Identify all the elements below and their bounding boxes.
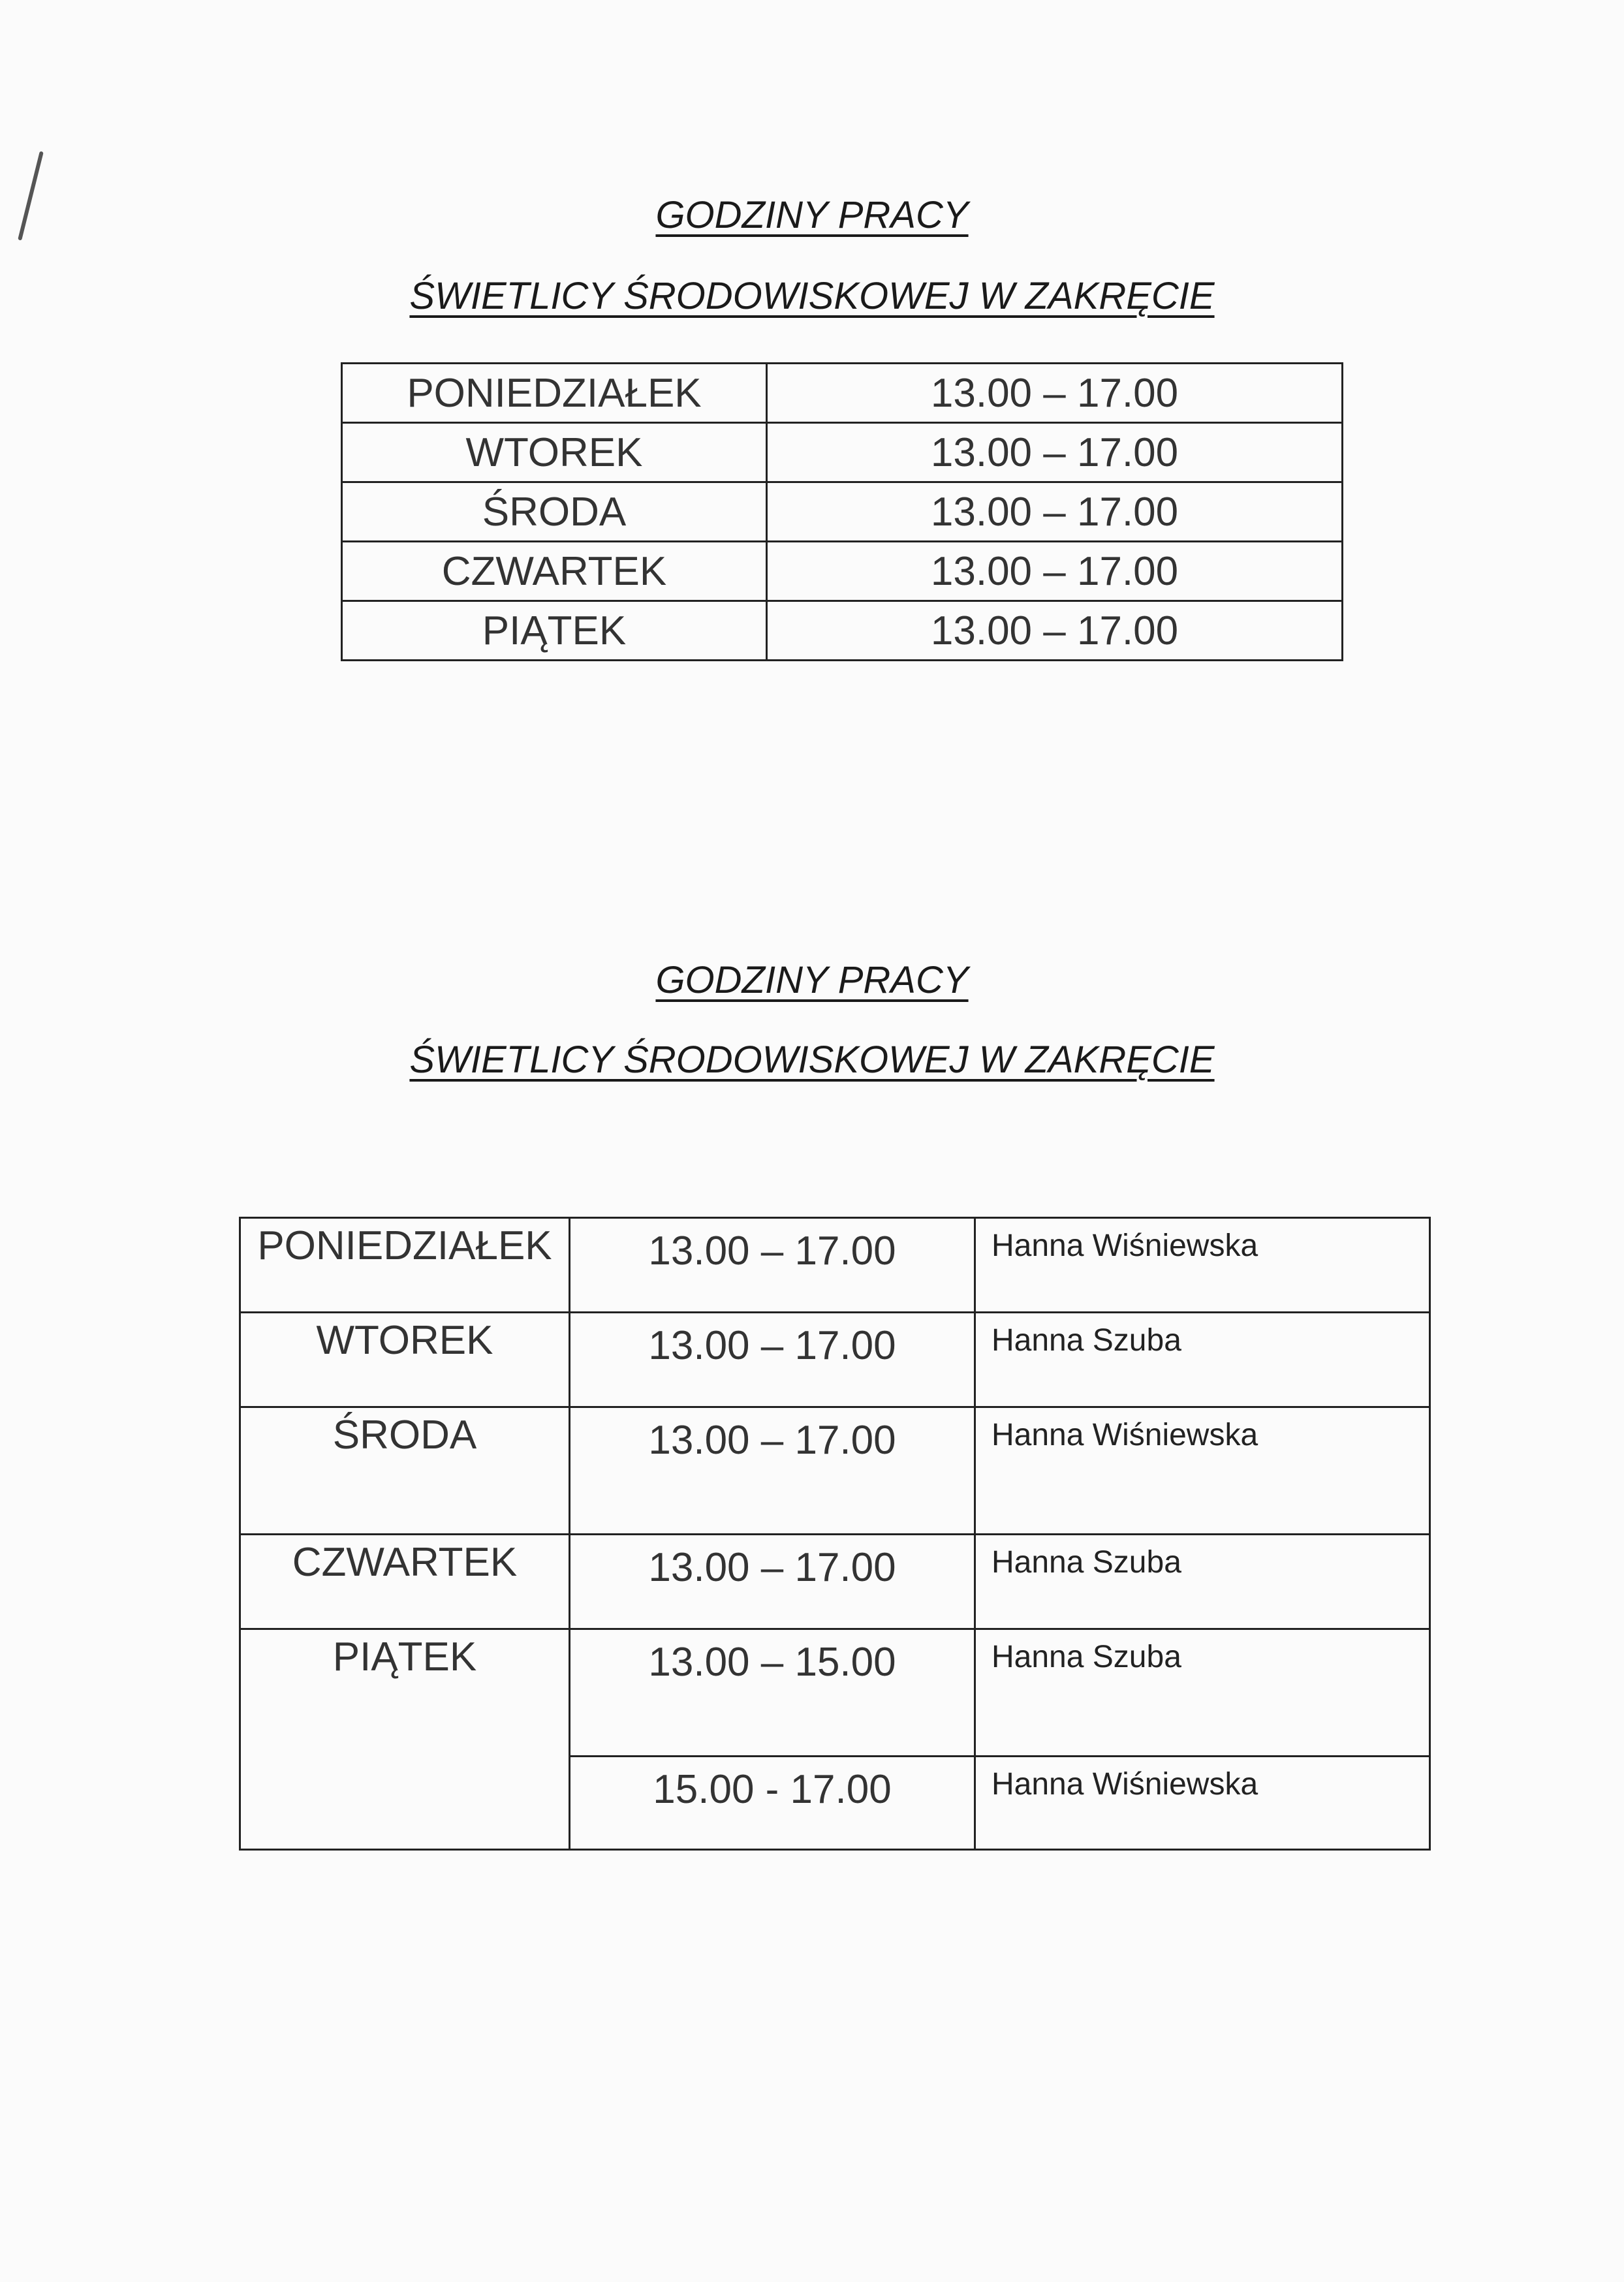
hours-cell: 13.00 – 17.00 <box>570 1407 975 1535</box>
section1-title: GODZINY PRACY <box>655 194 969 236</box>
hours-cell: 13.00 – 17.00 <box>570 1313 975 1407</box>
day-cell: PONIEDZIAŁEK <box>240 1218 570 1313</box>
hours-cell: 13.00 – 17.00 <box>570 1535 975 1629</box>
person-cell: Hanna Wiśniewska <box>975 1407 1430 1535</box>
hours-cell: 15.00 - 17.00 <box>570 1757 975 1850</box>
hours-cell: 13.00 – 17.00 <box>767 601 1343 661</box>
hours-cell: 13.00 – 17.00 <box>570 1218 975 1313</box>
day-cell: CZWARTEK <box>342 542 767 601</box>
table-row <box>342 542 1343 601</box>
table-row <box>240 1313 1430 1407</box>
person-cell: Hanna Szuba <box>975 1535 1430 1629</box>
schedule-table-1 <box>341 362 1343 661</box>
section1-subtitle: ŚWIETLICY ŚRODOWISKOWEJ W ZAKRĘCIE <box>409 275 1215 317</box>
person-cell: Hanna Wiśniewska <box>975 1218 1430 1313</box>
day-cell: PIĄTEK <box>240 1629 570 1850</box>
hours-cell: 13.00 – 17.00 <box>767 423 1343 482</box>
day-cell: PIĄTEK <box>342 601 767 661</box>
table-row <box>240 1535 1430 1629</box>
day-cell: ŚRODA <box>342 482 767 542</box>
hours-cell: 13.00 – 17.00 <box>767 482 1343 542</box>
table-row <box>342 601 1343 661</box>
table-row <box>240 1629 1430 1757</box>
day-cell: ŚRODA <box>240 1407 570 1535</box>
table-row <box>342 423 1343 482</box>
table-row <box>342 364 1343 423</box>
hours-cell: 13.00 – 15.00 <box>570 1629 975 1757</box>
person-cell: Hanna Wiśniewska <box>975 1757 1430 1850</box>
hours-cell: 13.00 – 17.00 <box>767 542 1343 601</box>
table-row <box>240 1407 1430 1535</box>
person-cell: Hanna Szuba <box>975 1313 1430 1407</box>
table-row <box>342 482 1343 542</box>
person-cell: Hanna Szuba <box>975 1629 1430 1757</box>
day-cell: WTOREK <box>342 423 767 482</box>
day-cell: PONIEDZIAŁEK <box>342 364 767 423</box>
day-cell: CZWARTEK <box>240 1535 570 1629</box>
schedule-table-2 <box>239 1217 1431 1851</box>
table-row <box>240 1218 1430 1313</box>
hours-cell: 13.00 – 17.00 <box>767 364 1343 423</box>
day-cell: WTOREK <box>240 1313 570 1407</box>
section2-title: GODZINY PRACY <box>655 959 969 1001</box>
section2-subtitle: ŚWIETLICY ŚRODOWISKOWEJ W ZAKRĘCIE <box>409 1039 1215 1081</box>
